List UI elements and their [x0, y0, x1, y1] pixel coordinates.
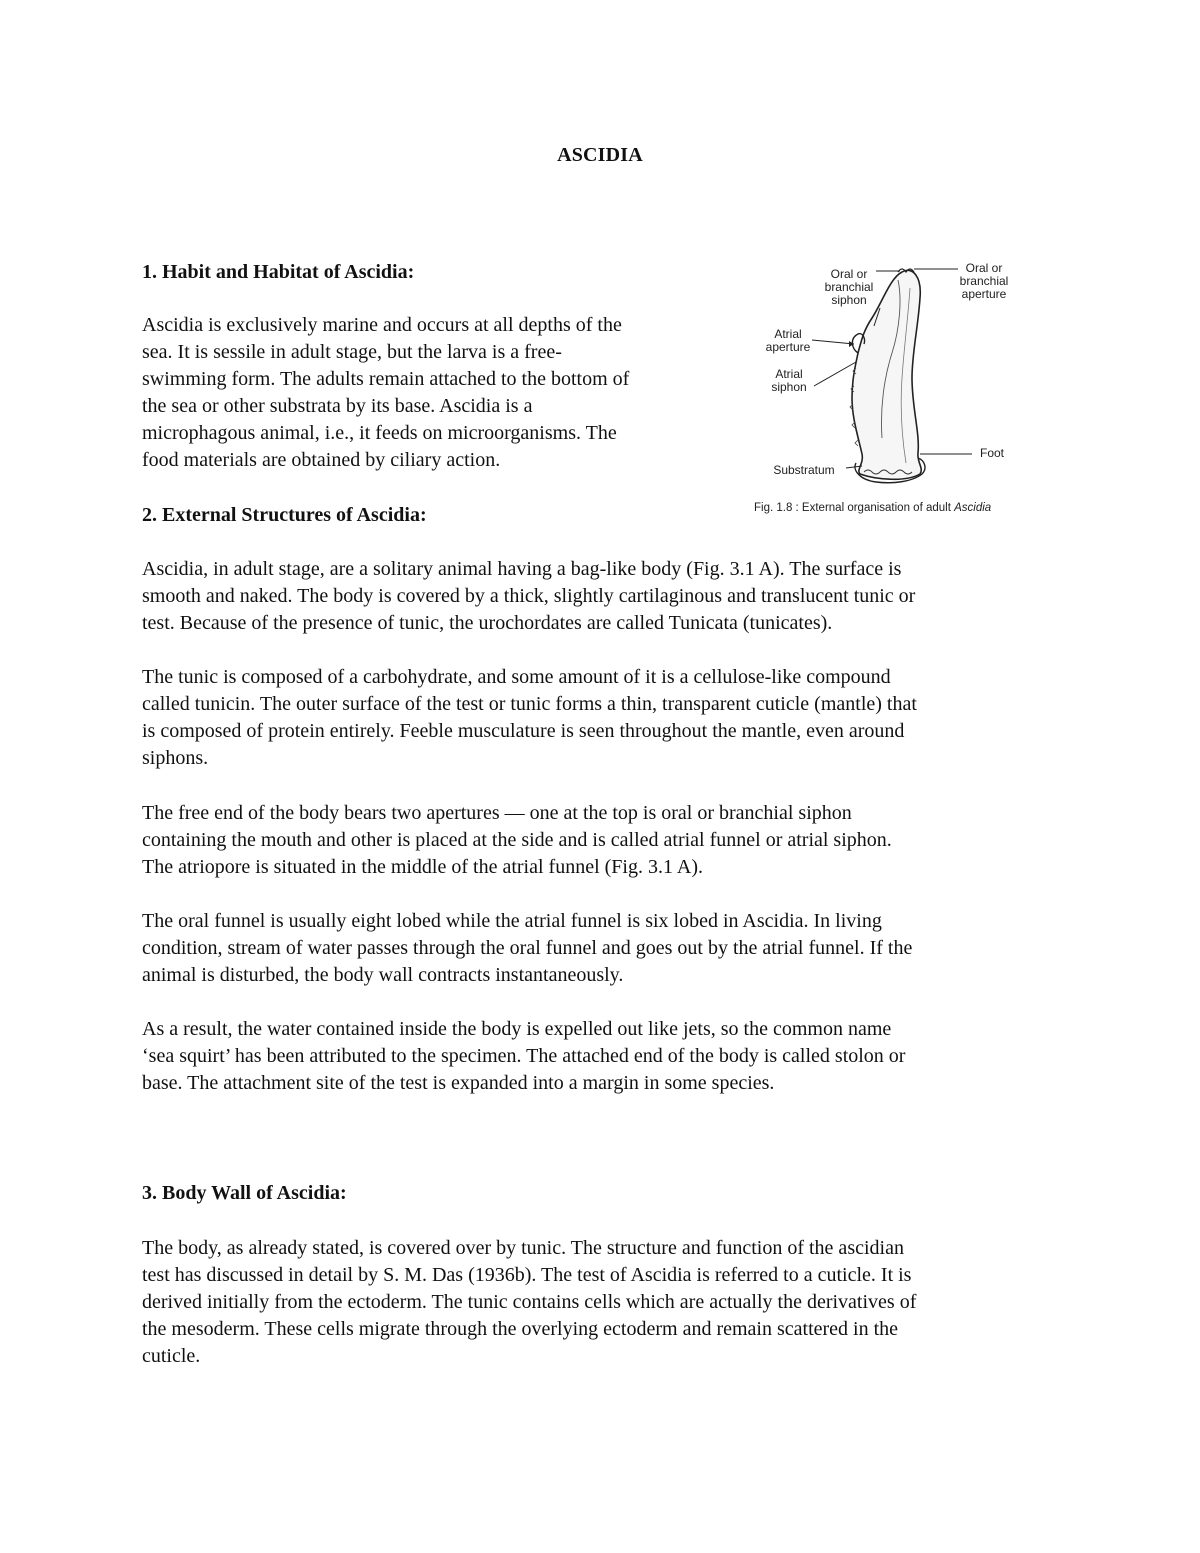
text-line: Atrial [774, 327, 802, 341]
text-line: microphagous animal, i.e., it feeds on microorganisms. The [142, 422, 617, 444]
figure-caption-text: Fig. 1.8 : External organisation of adult [754, 502, 955, 514]
text-line: smooth and naked. The body is covered by a thick, slightly cartilaginous and translucent tunic or [142, 585, 916, 607]
text-line: Oral or [830, 267, 868, 281]
text-line: food materials are obtained by ciliary action. [142, 449, 501, 471]
label-atrial-siphon [764, 368, 814, 394]
text-line: As a result, the water contained inside the body is expelled out like jets, so the common name [142, 1018, 892, 1040]
text-line: cuticle. [142, 1345, 201, 1367]
text-line: The free end of the body bears two apertures — one at the top is oral or branchial siphon [142, 802, 852, 824]
text-line: aperture [765, 340, 811, 354]
paragraph-external-5 [142, 1016, 1062, 1097]
label-oral-siphon [814, 268, 884, 307]
paragraph-body-wall [142, 1235, 1062, 1370]
text-line: containing the mouth and other is placed at the side and is called atrial funnel or atrial siphon. [142, 829, 892, 851]
text-line: Ascidia, in adult stage, are a solitary animal having a bag-like body (Fig. 3.1 A). The surface is [142, 558, 902, 580]
section-heading-external: 2. External Structures of Ascidia: [142, 504, 427, 526]
text-line: The body, as already stated, is covered over by tunic. The structure and function of the ascidian [142, 1237, 904, 1259]
text-line: siphons. [142, 747, 209, 769]
text-line: The tunic is composed of a carbohydrate, and some amount of it is a cellulose-like compound [142, 666, 891, 688]
text-line: is composed of protein entirely. Feeble musculature is seen throughout the mantle, even around [142, 720, 905, 742]
text-line: ‘sea squirt’ has been attributed to the specimen. The attached end of the body is called stolon or [142, 1045, 906, 1067]
text-line: Ascidia is exclusively marine and occurs at all depths of the [142, 314, 622, 336]
text-line: test has discussed in detail by S. M. Das (1936b). The test of Ascidia is referred to a cuticle. It is [142, 1264, 912, 1286]
text-line: test. Because of the presence of tunic, the urochordates are called Tunicata (tunicates). [142, 612, 833, 634]
text-line: base. The attachment site of the test is expanded into a margin in some species. [142, 1072, 775, 1094]
text-line: derived initially from the ectoderm. The tunic contains cells which are actually the derivatives of [142, 1291, 917, 1313]
label-oral-aperture [950, 262, 1018, 301]
section-heading-body-wall: 3. Body Wall of Ascidia: [142, 1182, 347, 1204]
label-atrial-aperture [758, 328, 818, 354]
figure-caption-genus: Ascidia [954, 502, 992, 514]
text-line: the sea or other substrata by its base. Ascidia is a [142, 395, 533, 417]
text-line: swimming form. The adults remain attached to the bottom of [142, 368, 630, 390]
ascidia-figure [752, 258, 1042, 523]
text-line: Atrial [775, 367, 803, 381]
text-line: siphon [831, 293, 867, 307]
text-line: called tunicin. The outer surface of the test or tunic forms a thin, transparent cuticle (mantle) that [142, 693, 917, 715]
text-line: The oral funnel is usually eight lobed while the atrial funnel is six lobed in Ascidia. In living [142, 910, 882, 932]
paragraph-external-1 [142, 556, 1062, 637]
text-line: The atriopore is situated in the middle of the atrial funnel (Fig. 3.1 A). [142, 856, 703, 878]
paragraph-external-3 [142, 800, 1062, 881]
text-line: Oral or [965, 261, 1003, 275]
text-line: sea. It is sessile in adult stage, but the larva is a free- [142, 341, 562, 363]
section-heading-habit: 1. Habit and Habitat of Ascidia: [142, 261, 415, 283]
label-foot [974, 447, 1010, 460]
text-line: aperture [961, 287, 1007, 301]
text-line: animal is disturbed, the body wall contracts instantaneously. [142, 964, 624, 986]
paragraph-external-4 [142, 908, 1062, 989]
text-line: Substratum [773, 463, 835, 477]
figure-caption [754, 502, 991, 514]
label-substratum [764, 464, 844, 477]
paragraph-habit [142, 312, 732, 474]
page-title: ASCIDIA [557, 144, 643, 166]
text-line: siphon [771, 380, 807, 394]
text-line: branchial [824, 280, 874, 294]
text-line: branchial [959, 274, 1009, 288]
text-line: the mesoderm. These cells migrate through the overlying ectoderm and remain scattered in the [142, 1318, 899, 1340]
paragraph-external-2 [142, 664, 1062, 772]
text-line: Foot [979, 446, 1004, 460]
text-line: condition, stream of water passes through the oral funnel and goes out by the atrial funnel. If the [142, 937, 913, 959]
